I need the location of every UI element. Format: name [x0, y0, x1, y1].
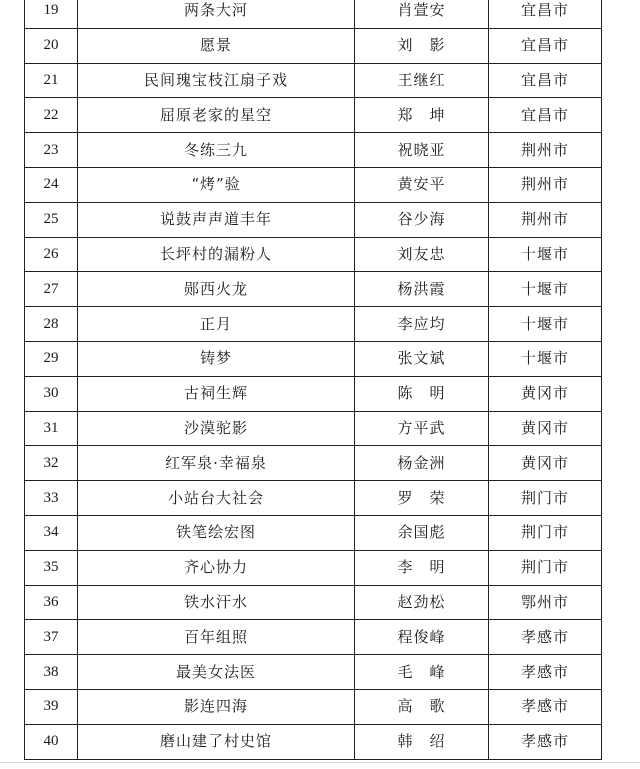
work-title: 屈原老家的星空 [78, 98, 355, 133]
row-number: 25 [25, 202, 78, 237]
work-title: 正月 [78, 307, 355, 342]
work-title: 最美女法医 [78, 655, 355, 690]
row-number: 34 [25, 515, 78, 550]
row-number: 32 [25, 446, 78, 481]
work-title: 小站台大社会 [78, 481, 355, 516]
row-number: 19 [25, 0, 78, 28]
row-number: 33 [25, 481, 78, 516]
award-list-table [24, 0, 602, 760]
table-row [25, 655, 602, 690]
author-name: 祝晓亚 [355, 133, 489, 168]
city-name: 荆州市 [489, 202, 602, 237]
table-row [25, 133, 602, 168]
city-name: 十堰市 [489, 272, 602, 307]
city-name: 宜昌市 [489, 98, 602, 133]
table-row [25, 376, 602, 411]
row-number: 36 [25, 585, 78, 620]
row-number: 22 [25, 98, 78, 133]
table-row [25, 585, 602, 620]
author-name: 赵劲松 [355, 585, 489, 620]
work-title: 影连四海 [78, 689, 355, 724]
table-row [25, 341, 602, 376]
author-name: 韩 绍 [355, 724, 489, 759]
city-name: 黄冈市 [489, 411, 602, 446]
city-name: 荆州市 [489, 133, 602, 168]
work-title: 冬练三九 [78, 133, 355, 168]
author-name: 肖萱安 [355, 0, 489, 28]
work-title: 沙漠驼影 [78, 411, 355, 446]
author-name: 谷少海 [355, 202, 489, 237]
table-row [25, 202, 602, 237]
table-row [25, 167, 602, 202]
table-row [25, 689, 602, 724]
table-row [25, 515, 602, 550]
city-name: 十堰市 [489, 341, 602, 376]
table-row [25, 724, 602, 759]
author-name: 李 明 [355, 550, 489, 585]
table-row [25, 63, 602, 98]
city-name: 鄂州市 [489, 585, 602, 620]
table-row [25, 446, 602, 481]
city-name: 荆门市 [489, 515, 602, 550]
work-title: 愿景 [78, 28, 355, 63]
row-number: 20 [25, 28, 78, 63]
table-row [25, 307, 602, 342]
city-name: 十堰市 [489, 307, 602, 342]
author-name: 程俊峰 [355, 620, 489, 655]
city-name: 孝感市 [489, 655, 602, 690]
city-name: 宜昌市 [489, 28, 602, 63]
city-name: 十堰市 [489, 237, 602, 272]
work-title: 郧西火龙 [78, 272, 355, 307]
author-name: 高 歌 [355, 689, 489, 724]
work-title: 红军泉·幸福泉 [78, 446, 355, 481]
award-list-body [25, 0, 602, 759]
work-title: 磨山建了村史馆 [78, 724, 355, 759]
row-number: 29 [25, 341, 78, 376]
table-row [25, 550, 602, 585]
work-title: 古祠生辉 [78, 376, 355, 411]
row-number: 30 [25, 376, 78, 411]
row-number: 39 [25, 689, 78, 724]
author-name: 王继红 [355, 63, 489, 98]
row-number: 40 [25, 724, 78, 759]
table-row [25, 481, 602, 516]
author-name: 杨金洲 [355, 446, 489, 481]
work-title: 铁笔绘宏图 [78, 515, 355, 550]
city-name: 孝感市 [489, 689, 602, 724]
author-name: 杨洪霞 [355, 272, 489, 307]
city-name: 荆州市 [489, 167, 602, 202]
author-name: 黄安平 [355, 167, 489, 202]
row-number: 38 [25, 655, 78, 690]
row-number: 28 [25, 307, 78, 342]
work-title: 铁水汗水 [78, 585, 355, 620]
author-name: 余国彪 [355, 515, 489, 550]
row-number: 27 [25, 272, 78, 307]
row-number: 23 [25, 133, 78, 168]
work-title: “烤”验 [78, 167, 355, 202]
row-number: 24 [25, 167, 78, 202]
table-row [25, 620, 602, 655]
work-title: 两条大河 [78, 0, 355, 28]
row-number: 35 [25, 550, 78, 585]
row-number: 21 [25, 63, 78, 98]
work-title: 民间瑰宝枝江扇子戏 [78, 63, 355, 98]
table-row [25, 28, 602, 63]
table-row [25, 272, 602, 307]
table-row [25, 411, 602, 446]
city-name: 荆门市 [489, 550, 602, 585]
row-number: 26 [25, 237, 78, 272]
work-title: 长坪村的漏粉人 [78, 237, 355, 272]
author-name: 陈 明 [355, 376, 489, 411]
work-title: 铸梦 [78, 341, 355, 376]
work-title: 齐心协力 [78, 550, 355, 585]
author-name: 郑 坤 [355, 98, 489, 133]
city-name: 荆门市 [489, 481, 602, 516]
table-row [25, 237, 602, 272]
table-row [25, 0, 602, 28]
work-title: 说鼓声声道丰年 [78, 202, 355, 237]
author-name: 罗 荣 [355, 481, 489, 516]
row-number: 37 [25, 620, 78, 655]
author-name: 李应均 [355, 307, 489, 342]
author-name: 张文斌 [355, 341, 489, 376]
city-name: 黄冈市 [489, 446, 602, 481]
city-name: 孝感市 [489, 724, 602, 759]
author-name: 刘 影 [355, 28, 489, 63]
row-number: 31 [25, 411, 78, 446]
author-name: 方平武 [355, 411, 489, 446]
page-bottom-divider [0, 762, 640, 763]
table-row [25, 98, 602, 133]
city-name: 孝感市 [489, 620, 602, 655]
author-name: 毛 峰 [355, 655, 489, 690]
city-name: 宜昌市 [489, 63, 602, 98]
city-name: 宜昌市 [489, 0, 602, 28]
city-name: 黄冈市 [489, 376, 602, 411]
work-title: 百年组照 [78, 620, 355, 655]
author-name: 刘友忠 [355, 237, 489, 272]
